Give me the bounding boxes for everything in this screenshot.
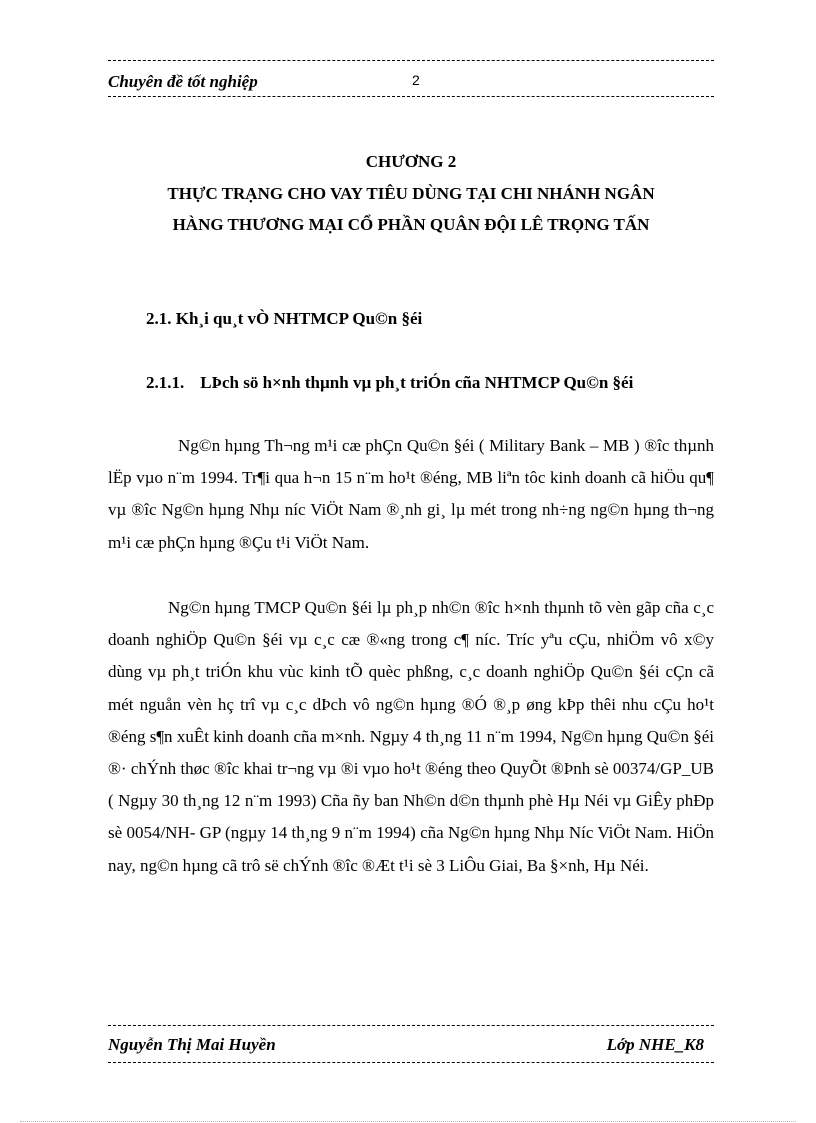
- footer-class: Lớp NHE_K8: [606, 1035, 704, 1054]
- footer-top-rule: [108, 1025, 714, 1026]
- section-heading: 2.1. Kh¸i qu¸t vÒ NHTMCP Qu©n §éi: [146, 309, 423, 328]
- subsection-title: LÞch sö h×nh thµnh vµ ph¸t triÓn cña NHTMCP Qu©n §éi: [200, 373, 634, 392]
- subsection-number: 2.1.1.: [146, 373, 185, 392]
- header-top-rule: [108, 60, 714, 61]
- paragraph-1: [108, 430, 714, 559]
- chapter-heading: [108, 146, 714, 241]
- chapter-label: CHƯƠNG 2: [365, 152, 457, 171]
- chapter-title-line1: THỰC TRẠNG CHO VAY TIÊU DÙNG TẠI CHI NHÁNH NGÂN: [167, 183, 655, 203]
- paragraph-2-text: Ng©n hµng TMCP Qu©n §éi lµ ph¸p nh©n ®îc h×nh thµnh tõ vèn gãp cña c¸c doanh nghiÖp Qu©n §éi vµ c¸c cæ ®«ng trong c¶ níc. Tríc yªu cÇu, nhiÖm vô x©y dùng vµ ph¸t triÓn khu vùc kinh tÕ quèc phßng, c¸c doanh nghiÖp Qu©n §éi cÇn cã mét nguån vèn hç trî vµ c¸c dÞch vô ng©n hµng ®Ó ®¸p øng kÞp thêi nhu cÇu ho¹t ®éng s¶n xuÊt kinh doanh cña m×nh. Ngµy 4 th¸ng 11 n¨m 1994, Ng©n hµng Qu©n §éi ®· chÝnh thøc ®îc khai tr¬ng vµ ®i vµo ho¹t ®éng theo QuyÕt ®Þnh sè 00374/GP_UB ( Ngµy 30 th¸ng 12 n¨m 1993) Cña ñy ban Nh©n d©n thµnh phè Hµ Néi vµ GiÊy phÐp sè 0054/NH- GP (ngµy 14 th¸ng 9 n¨m 1994) cña Ng©n hµng Nhµ Níc ViÖt Nam. HiÖn nay, ng©n hµng cã trô së chÝnh ®îc ®Æt t¹i sè 3 LiÔu Giai, Ba §×nh, Hµ Néi.: [108, 598, 714, 875]
- paragraph-1-text: Ng©n hµng Th¬ng m¹i cæ phÇn Qu©n §éi ( Military Bank – MB ) ®îc thµnh lËp vµo n¨m 1994. Tr¶i qua h¬n 15 n¨m ho¹t ®éng, MB liªn tôc kinh doanh cã hiÖu qu¶ vµ ®îc Ng©n hµng Nhµ níc ViÖt Nam ®¸nh gi¸ lµ mét trong nh÷ng ng©n hµng th¬ng m¹i cæ phÇn hµng ®Çu t¹i ViÖt Nam.: [108, 436, 714, 552]
- footer-bottom-rule: [108, 1062, 714, 1063]
- header-title: Chuyên đề tốt nghiệp: [108, 72, 258, 91]
- paragraph-2: [108, 592, 714, 882]
- page-number: 2: [412, 72, 420, 88]
- header-bottom-rule: [108, 96, 714, 97]
- subsection-heading: [146, 373, 633, 393]
- footer-author: Nguyễn Thị Mai Huyền: [108, 1035, 276, 1054]
- page-bottom-edge: [20, 1121, 796, 1122]
- chapter-title-line2: HÀNG THƯƠNG MẠI CỔ PHẦN QUÂN ĐỘI LÊ TRỌNG TẤN: [172, 215, 650, 234]
